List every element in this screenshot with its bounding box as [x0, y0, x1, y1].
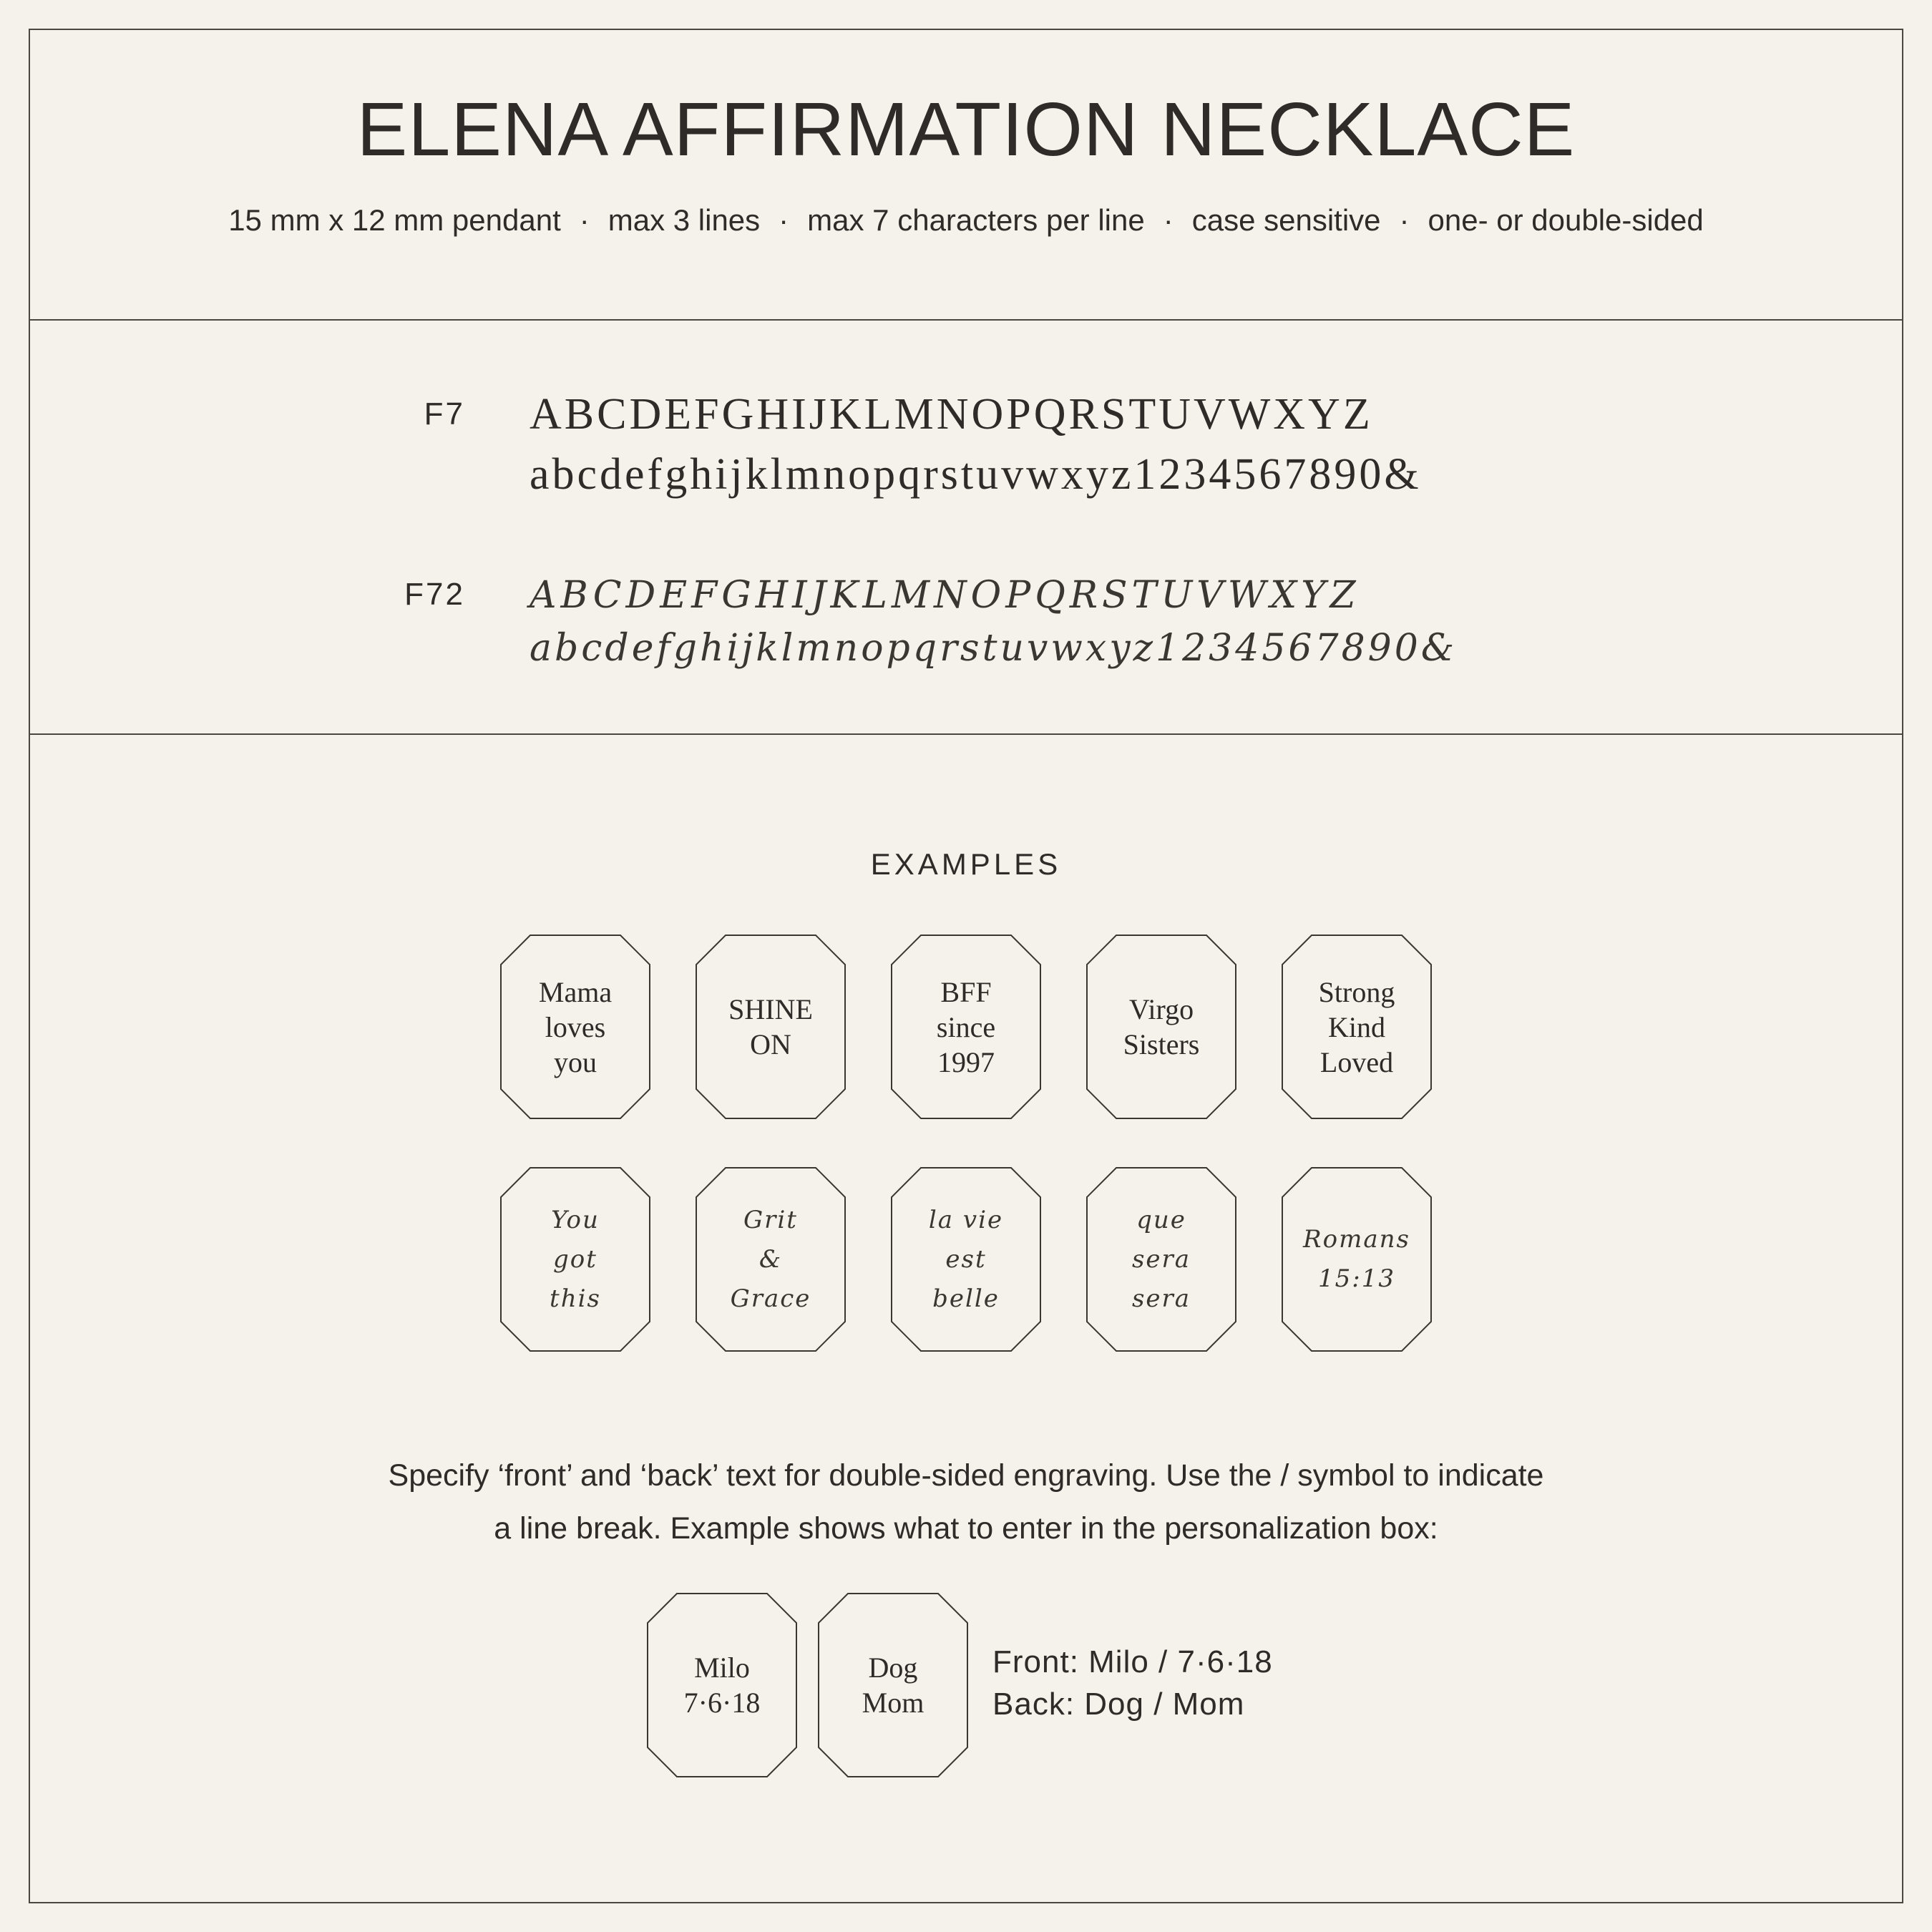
fonts-divider — [29, 733, 1903, 735]
double-sided-instructions — [0, 1449, 1932, 1555]
engraving-line: Virgo — [1128, 993, 1194, 1025]
font-f72-lowercase-sample: abcdefghijklmnopqrstuvwxyz1234567890& — [530, 627, 1458, 670]
pendant-engraving — [1282, 935, 1432, 1119]
pendant-engraving — [891, 1167, 1041, 1352]
engraving-line: got — [553, 1244, 597, 1274]
instructions-line: a line break. Example shows what to enter in the personalization box: — [494, 1511, 1438, 1546]
pendant-engraving — [500, 1167, 650, 1352]
spec-separator: · — [1399, 203, 1410, 237]
engraving-line: 15:13 — [1318, 1264, 1395, 1293]
front-pendant — [647, 1593, 797, 1777]
example-pendant — [891, 935, 1041, 1119]
spec-case-sensitive: case sensitive — [1191, 203, 1381, 237]
font-code-f7: F7 — [424, 396, 465, 431]
engraving-line: sera — [1131, 1244, 1191, 1274]
engraving-line: Milo — [694, 1652, 750, 1684]
example-pendant — [1282, 1167, 1432, 1352]
spec-list — [0, 205, 1932, 235]
front-entry-text: Front: Milo / 7·6·18 — [992, 1644, 1273, 1679]
back-pendant — [818, 1593, 968, 1777]
engraving-line: & — [758, 1244, 783, 1274]
engraving-line: 1997 — [937, 1045, 995, 1078]
engraving-line: Kind — [1328, 1010, 1385, 1043]
example-pendant — [1086, 1167, 1236, 1352]
engraving-line: loves — [545, 1010, 606, 1043]
pendant-engraving — [1086, 1167, 1236, 1352]
spec-separator: · — [779, 203, 789, 237]
engraving-line: SHINE — [728, 993, 813, 1025]
instructions-line: Specify ‘front’ and ‘back’ text for double-sided engraving. Use the / symbol to indicate — [388, 1458, 1544, 1493]
pendant-engraving — [1282, 1167, 1432, 1352]
engraving-line: ON — [750, 1028, 791, 1060]
engraving-line: You — [551, 1205, 600, 1234]
example-pendant — [500, 935, 650, 1119]
spec-separator: · — [579, 203, 590, 237]
spec-separator: · — [1163, 203, 1174, 237]
engraving-line: Mama — [538, 975, 613, 1008]
engraving-line: Sisters — [1123, 1028, 1200, 1060]
example-pendant — [891, 1167, 1041, 1352]
engraving-line: this — [550, 1284, 601, 1313]
back-entry-text: Back: Dog / Mom — [992, 1687, 1245, 1722]
engraving-line: Grace — [730, 1284, 811, 1313]
engraving-line: sera — [1131, 1284, 1191, 1313]
spec-max-characters: max 7 characters per line — [807, 203, 1145, 237]
engraving-line: Grit — [743, 1205, 798, 1234]
page-title: ELENA AFFIRMATION NECKLACE — [356, 87, 1576, 172]
pendant-engraving — [647, 1593, 797, 1777]
engraving-line: est — [945, 1244, 987, 1274]
engraving-line: belle — [932, 1284, 1000, 1313]
pendant-engraving — [696, 935, 846, 1119]
spec-sides: one- or double-sided — [1428, 203, 1704, 237]
spec-pendant-size: 15 mm x 12 mm pendant — [228, 203, 561, 237]
font-f72-uppercase-sample: ABCDEFGHIJKLMNOPQRSTUVWXYZ — [530, 574, 1360, 617]
engraving-line: Romans — [1303, 1225, 1410, 1254]
engraving-line: you — [554, 1045, 597, 1078]
engraving-line: since — [936, 1010, 996, 1043]
engraving-line: Strong — [1318, 975, 1395, 1008]
engraving-line: Loved — [1319, 1045, 1394, 1078]
pendant-engraving — [1086, 935, 1236, 1119]
engraving-line: Mom — [862, 1687, 924, 1719]
example-pendant — [696, 1167, 846, 1352]
header-divider — [29, 319, 1903, 321]
personalization-entry-example — [992, 1641, 1273, 1725]
spec-max-lines: max 3 lines — [608, 203, 761, 237]
pendant-engraving — [818, 1593, 968, 1777]
engraving-line: Dog — [868, 1652, 918, 1684]
font-f7-uppercase-sample: ABCDEFGHIJKLMNOPQRSTUVWXYZ — [530, 390, 1373, 439]
engraving-line: la vie — [928, 1205, 1004, 1234]
example-pendant — [500, 1167, 650, 1352]
examples-heading: EXAMPLES — [870, 847, 1062, 881]
pendant-engraving — [891, 935, 1041, 1119]
example-pendant — [1282, 935, 1432, 1119]
engraving-line: 7·6·18 — [683, 1687, 761, 1719]
example-pendant — [1086, 935, 1236, 1119]
font-f7-lowercase-sample: abcdefghijklmnopqrstuvwxyz1234567890& — [530, 450, 1422, 499]
pendant-engraving — [500, 935, 650, 1119]
engraving-line: BFF — [940, 975, 992, 1008]
engraving-line: que — [1136, 1205, 1186, 1234]
example-pendant — [696, 935, 846, 1119]
pendant-engraving — [696, 1167, 846, 1352]
font-code-f72: F72 — [404, 577, 465, 612]
